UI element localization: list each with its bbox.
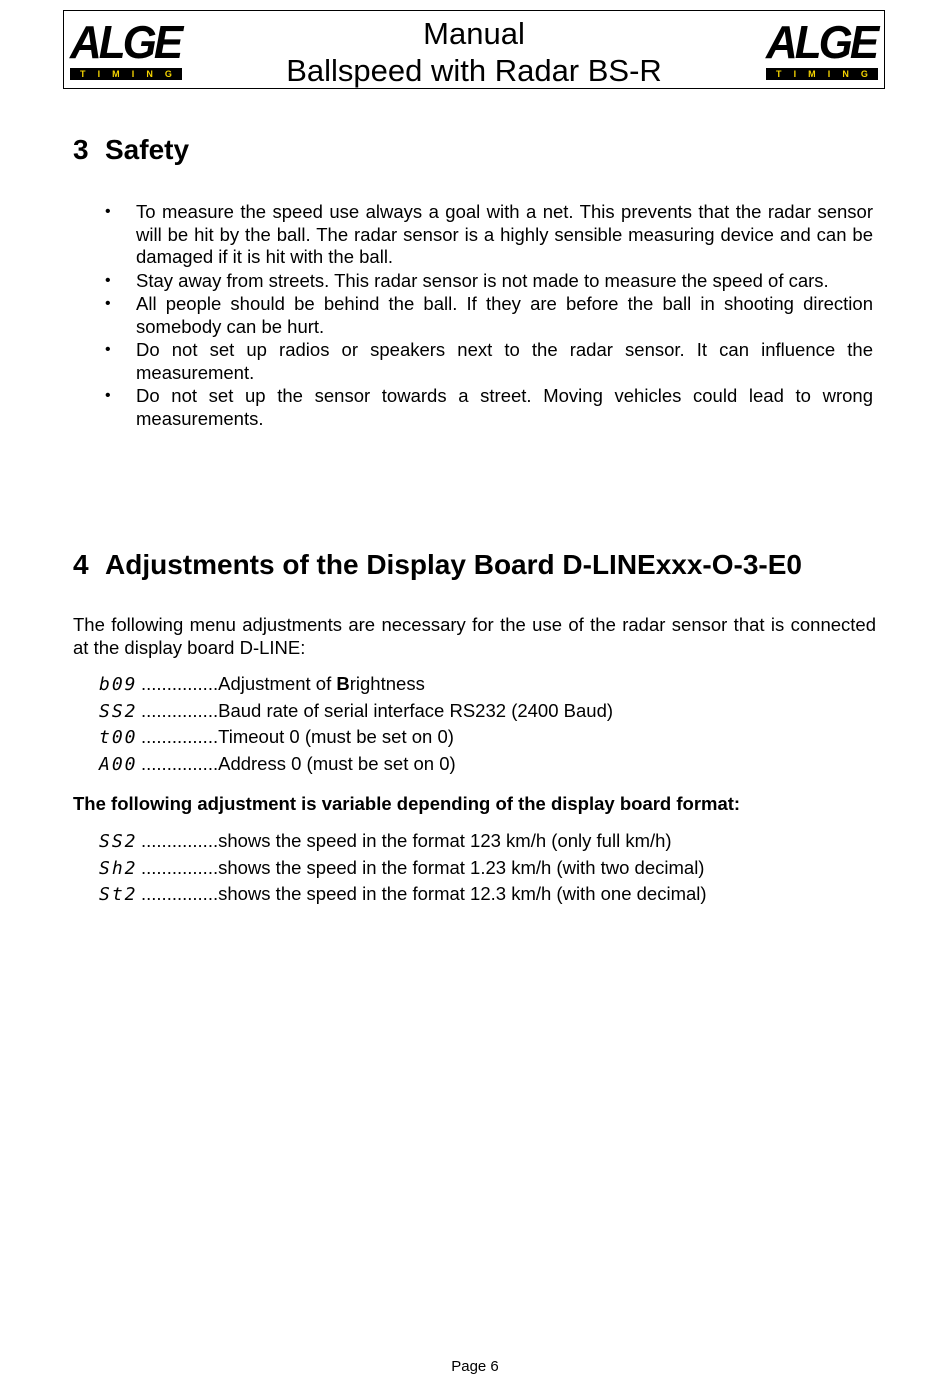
list-item <box>99 881 707 908</box>
display-code: SS2 <box>99 831 138 852</box>
alge-logo-right <box>766 16 878 82</box>
item-text-bold: B <box>336 673 350 694</box>
section-number: 3 <box>73 134 89 165</box>
list-item <box>99 698 613 725</box>
leader-dots: ............... <box>141 699 219 721</box>
item-text: shows the speed in the format 123 km/h (only full km/h) <box>218 830 672 851</box>
logo-letter: I <box>793 69 797 79</box>
list-item <box>99 671 613 698</box>
list-item <box>99 855 707 882</box>
logo-letter: I <box>131 69 135 79</box>
list-item <box>99 724 613 751</box>
header-title-line2: Ballspeed with Radar BS-R <box>286 53 662 88</box>
display-code: SS2 <box>99 700 138 722</box>
list-item: • Do not set up radios or speakers next to the radar sensor. It can influence the measurement. <box>105 339 873 384</box>
section-3-heading <box>73 134 189 166</box>
logo-letter: T <box>776 69 782 79</box>
page-header <box>63 10 885 89</box>
section-4-intro: The following menu adjustments are necessary for the use of the radar sensor that is connected at the display board D-LINE: <box>73 614 876 658</box>
display-code: A00 <box>99 753 138 775</box>
logo-timing-bar <box>766 68 878 80</box>
list-item: • Stay away from streets. This radar sensor is not made to measure the speed of cars. <box>105 270 873 293</box>
item-text: Baud rate of serial interface RS232 (2400 Baud) <box>218 699 614 721</box>
logo-letter: M <box>112 69 120 79</box>
menu-adjustment-list <box>99 671 613 777</box>
list-item <box>99 751 613 778</box>
safety-bullet-list <box>105 201 873 431</box>
leader-dots: ............... <box>141 883 219 904</box>
item-text: shows the speed in the format 12.3 km/h (with one decimal) <box>218 883 707 904</box>
logo-letter: G <box>164 69 172 79</box>
item-text: Adjustment of <box>218 673 337 694</box>
leader-dots: ............... <box>141 726 219 747</box>
leader-dots: ............... <box>141 752 219 774</box>
leader-dots: ............... <box>141 856 219 878</box>
header-title-line1: Manual <box>423 16 525 51</box>
list-item: • Do not set up the sensor towards a street. Moving vehicles could lead to wrong measurements. <box>105 385 873 430</box>
logo-letter: N <box>842 69 849 79</box>
section-title: Adjustments of the Display Board D-LINExxx-O-3-E0 <box>105 549 803 580</box>
logo-word: ALGE <box>766 16 877 69</box>
section-4-heading <box>73 549 802 581</box>
logo-letter: N <box>146 69 153 79</box>
page-number: Page 6 <box>451 1358 499 1375</box>
logo-letter: I <box>827 69 831 79</box>
section-number: 4 <box>73 549 89 580</box>
leader-dots: ............... <box>141 830 219 851</box>
logo-letter: I <box>97 69 101 79</box>
section-title: Safety <box>105 134 190 165</box>
display-code: St2 <box>99 884 138 905</box>
item-text: Address 0 (must be set on 0) <box>218 752 456 774</box>
logo-letter: T <box>80 69 86 79</box>
variable-adjustment-heading: The following adjustment is variable depending of the display board format: <box>73 793 741 814</box>
header-title <box>64 15 884 89</box>
item-text: Timeout 0 (must be set on 0) <box>218 726 454 747</box>
list-item: • All people should be behind the ball. If they are before the ball in shooting direction somebody can be hurt. <box>105 293 873 338</box>
item-text: rightness <box>349 673 425 694</box>
leader-dots: ............... <box>141 673 219 694</box>
display-code: t00 <box>99 727 138 748</box>
list-item <box>99 828 707 855</box>
logo-letter: M <box>808 69 816 79</box>
display-code: b09 <box>99 674 138 695</box>
logo-letter: G <box>860 69 868 79</box>
item-text: shows the speed in the format 1.23 km/h (with two decimal) <box>218 856 705 878</box>
logo-word: ALGE <box>70 16 181 69</box>
display-code: Sh2 <box>99 857 138 879</box>
list-item: • To measure the speed use always a goal with a net. This prevents that the radar sensor will be hit by the ball. The radar sensor is a highly sensible measuring device and can be damaged if it is hit with the ball. <box>105 201 873 269</box>
format-adjustment-list <box>99 828 707 908</box>
